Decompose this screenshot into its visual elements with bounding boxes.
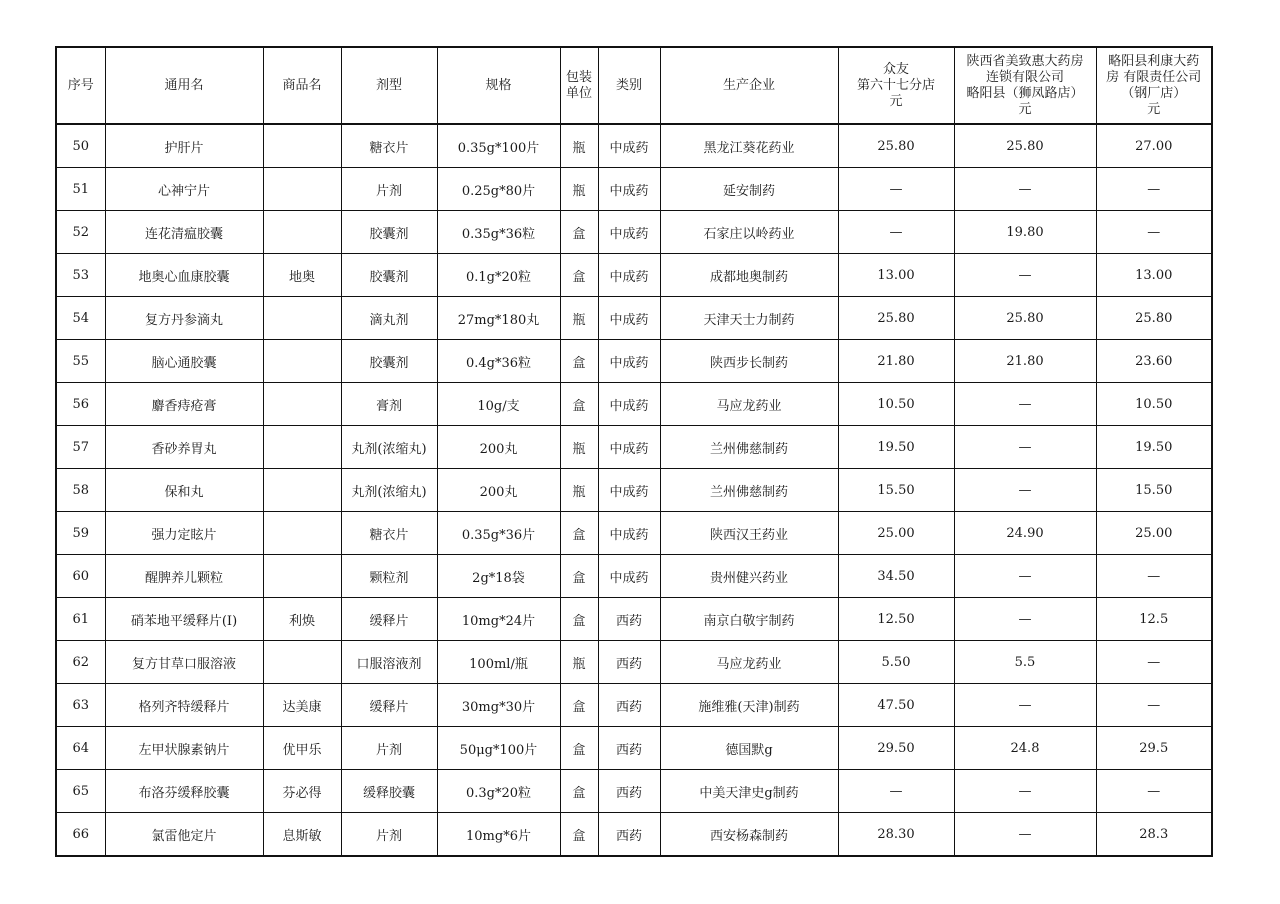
col-price-store-2-cell: — [954,254,1096,297]
col-brand-name-cell: 优甲乐 [263,727,341,770]
col-dosage-form-cell: 片剂 [341,168,437,211]
col-manufacturer-cell: 西安杨森制药 [660,813,838,857]
col-brand-name-cell [263,426,341,469]
col-price-store-2-cell: — [954,168,1096,211]
col-generic-name-cell: 地奥心血康胶囊 [105,254,263,297]
col-price-store-3-cell: 27.00 [1096,124,1212,168]
table-row [56,211,1212,254]
header-line: 略阳县利康大药 [1108,53,1200,69]
col-index-cell: 59 [56,512,105,555]
col-dosage-form-cell: 口服溶液剂 [341,641,437,684]
col-price-store-1-cell: 15.50 [838,469,954,512]
col-price-store-2-header [954,47,1096,124]
col-dosage-form-cell: 糖衣片 [341,512,437,555]
col-price-store-2-cell: — [954,426,1096,469]
col-price-store-2-cell: — [954,598,1096,641]
col-index-cell: 65 [56,770,105,813]
col-index-cell: 66 [56,813,105,857]
col-index-cell: 64 [56,727,105,770]
col-manufacturer-cell: 德国默g [660,727,838,770]
col-manufacturer-cell: 陕西步长制药 [660,340,838,383]
col-price-store-1-cell: 12.50 [838,598,954,641]
col-dosage-form-cell: 丸剂(浓缩丸) [341,469,437,512]
col-generic-name-cell: 保和丸 [105,469,263,512]
col-package-unit-cell: 盒 [560,254,598,297]
header-line: 第六十七分店 [856,77,935,93]
col-specification-cell: 30mg*30片 [437,684,560,727]
header-line: 生产企业 [722,77,775,93]
col-package-unit-header [560,47,598,124]
col-package-unit-cell: 盒 [560,598,598,641]
header-line: 陕西省美致惠大药房 [966,53,1084,69]
header-line: （钢厂店） [1121,85,1187,101]
col-index-cell: 52 [56,211,105,254]
table-row [56,770,1212,813]
col-category-cell: 西药 [598,598,660,641]
col-manufacturer-cell: 陕西汉王药业 [660,512,838,555]
col-price-store-3-cell: 29.5 [1096,727,1212,770]
header-line: 商品名 [282,77,322,93]
table-body [56,124,1212,856]
col-price-store-3-cell: — [1096,168,1212,211]
col-specification-cell: 200丸 [437,426,560,469]
col-specification-cell: 10mg*24片 [437,598,560,641]
col-brand-name-header [263,47,341,124]
col-price-store-1-header [838,47,954,124]
col-price-store-1-cell: 21.80 [838,340,954,383]
col-generic-name-header [105,47,263,124]
col-brand-name-cell [263,211,341,254]
col-brand-name-cell [263,297,341,340]
col-price-store-1-cell: 29.50 [838,727,954,770]
table-row [56,598,1212,641]
table-row [56,254,1212,297]
col-package-unit-cell: 盒 [560,512,598,555]
col-manufacturer-cell: 兰州佛慈制药 [660,426,838,469]
col-package-unit-cell: 盒 [560,684,598,727]
col-price-store-2-cell: 25.80 [954,297,1096,340]
col-price-store-1-cell: 5.50 [838,641,954,684]
col-manufacturer-cell: 天津天士力制药 [660,297,838,340]
col-category-cell: 西药 [598,813,660,857]
col-brand-name-cell [263,383,341,426]
col-price-store-2-cell: — [954,770,1096,813]
col-price-store-1-cell: — [838,168,954,211]
col-category-cell: 西药 [598,727,660,770]
col-specification-cell: 0.4g*36粒 [437,340,560,383]
col-price-store-3-cell: 25.00 [1096,512,1212,555]
col-specification-cell: 0.1g*20粒 [437,254,560,297]
col-manufacturer-header [660,47,838,124]
col-price-store-1-cell: 28.30 [838,813,954,857]
col-price-store-1-cell: 34.50 [838,555,954,598]
col-brand-name-cell: 地奥 [263,254,341,297]
col-package-unit-cell: 瓶 [560,297,598,340]
col-generic-name-cell: 连花清瘟胶囊 [105,211,263,254]
table-row [56,641,1212,684]
header-line: 房 有限责任公司 [1106,69,1202,85]
header-line: 元 [1147,101,1161,117]
col-price-store-2-cell: — [954,684,1096,727]
col-brand-name-cell [263,168,341,211]
col-price-store-3-cell: 12.5 [1096,598,1212,641]
col-specification-cell: 10mg*6片 [437,813,560,857]
header-line: 众友 [882,61,909,77]
col-category-cell: 中成药 [598,254,660,297]
col-dosage-form-cell: 胶囊剂 [341,254,437,297]
col-generic-name-cell: 复方丹参滴丸 [105,297,263,340]
col-manufacturer-cell: 延安制药 [660,168,838,211]
col-dosage-form-header [341,47,437,124]
col-dosage-form-cell: 缓释片 [341,684,437,727]
col-generic-name-cell: 麝香痔疮膏 [105,383,263,426]
col-category-cell: 中成药 [598,555,660,598]
col-price-store-2-cell: 24.8 [954,727,1096,770]
col-category-cell: 中成药 [598,168,660,211]
col-manufacturer-cell: 中美天津史g制药 [660,770,838,813]
table-header-row [56,47,1212,124]
col-price-store-3-cell: 23.60 [1096,340,1212,383]
col-package-unit-cell: 盒 [560,813,598,857]
col-price-store-3-cell: 15.50 [1096,469,1212,512]
col-brand-name-cell [263,512,341,555]
col-price-store-1-cell: — [838,770,954,813]
col-category-cell: 西药 [598,684,660,727]
col-category-cell: 中成药 [598,469,660,512]
header-line: 规格 [485,77,512,93]
col-manufacturer-cell: 成都地奥制药 [660,254,838,297]
header-line: 略阳县（狮凤路店） [966,85,1084,101]
col-index-cell: 51 [56,168,105,211]
col-category-header [598,47,660,124]
col-category-cell: 中成药 [598,124,660,168]
col-dosage-form-cell: 片剂 [341,727,437,770]
col-specification-cell: 0.35g*100片 [437,124,560,168]
col-generic-name-cell: 心神宁片 [105,168,263,211]
table-row [56,555,1212,598]
col-specification-cell: 27mg*180丸 [437,297,560,340]
table-row [56,340,1212,383]
col-dosage-form-cell: 糖衣片 [341,124,437,168]
col-specification-cell: 200丸 [437,469,560,512]
table-row [56,297,1212,340]
col-price-store-2-cell: 5.5 [954,641,1096,684]
col-generic-name-cell: 醒脾养儿颗粒 [105,555,263,598]
col-dosage-form-cell: 膏剂 [341,383,437,426]
col-manufacturer-cell: 南京白敬宇制药 [660,598,838,641]
col-index-cell: 61 [56,598,105,641]
col-generic-name-cell: 强力定眩片 [105,512,263,555]
col-generic-name-cell: 香砂养胃丸 [105,426,263,469]
col-manufacturer-cell: 兰州佛慈制药 [660,469,838,512]
table-row [56,512,1212,555]
header-line: 单位 [565,85,592,101]
col-category-cell: 中成药 [598,426,660,469]
header-line: 连锁有限公司 [985,69,1064,85]
header-line: 通用名 [164,77,204,93]
col-price-store-3-cell: 19.50 [1096,426,1212,469]
col-category-cell: 中成药 [598,297,660,340]
header-line: 元 [889,93,903,109]
col-generic-name-cell: 氯雷他定片 [105,813,263,857]
col-generic-name-cell: 布洛芬缓释胶囊 [105,770,263,813]
col-category-cell: 中成药 [598,512,660,555]
col-price-store-3-cell: 28.3 [1096,813,1212,857]
col-index-cell: 57 [56,426,105,469]
table-row [56,469,1212,512]
col-price-store-1-cell: 10.50 [838,383,954,426]
col-price-store-2-cell: — [954,383,1096,426]
col-price-store-2-cell: 24.90 [954,512,1096,555]
col-brand-name-cell [263,340,341,383]
col-index-cell: 58 [56,469,105,512]
col-generic-name-cell: 硝苯地平缓释片(Ⅰ) [105,598,263,641]
col-package-unit-cell: 瓶 [560,168,598,211]
col-package-unit-cell: 瓶 [560,124,598,168]
col-brand-name-cell: 芬必得 [263,770,341,813]
col-specification-cell: 0.25g*80片 [437,168,560,211]
col-dosage-form-cell: 胶囊剂 [341,211,437,254]
header-line: 序号 [67,77,94,93]
col-specification-cell: 0.3g*20粒 [437,770,560,813]
col-specification-cell: 2g*18袋 [437,555,560,598]
col-price-store-1-cell: 25.80 [838,124,954,168]
col-price-store-2-cell: — [954,555,1096,598]
col-price-store-2-cell: 25.80 [954,124,1096,168]
col-price-store-2-cell: 19.80 [954,211,1096,254]
price-comparison-table [55,46,1213,857]
col-manufacturer-cell: 马应龙药业 [660,641,838,684]
col-specification-cell: 0.35g*36粒 [437,211,560,254]
col-price-store-3-cell: 13.00 [1096,254,1212,297]
table-row [56,426,1212,469]
col-category-cell: 中成药 [598,383,660,426]
col-specification-cell: 0.35g*36片 [437,512,560,555]
header-line: 类别 [615,77,642,93]
col-index-cell: 54 [56,297,105,340]
col-manufacturer-cell: 贵州健兴药业 [660,555,838,598]
col-category-cell: 西药 [598,641,660,684]
col-dosage-form-cell: 丸剂(浓缩丸) [341,426,437,469]
col-price-store-3-header [1096,47,1212,124]
col-category-cell: 中成药 [598,211,660,254]
col-index-cell: 53 [56,254,105,297]
col-dosage-form-cell: 缓释片 [341,598,437,641]
header-line: 包装 [565,69,592,85]
col-manufacturer-cell: 石家庄以岭药业 [660,211,838,254]
table-row [56,813,1212,857]
col-dosage-form-cell: 胶囊剂 [341,340,437,383]
col-manufacturer-cell: 黑龙江葵花药业 [660,124,838,168]
col-price-store-1-cell: — [838,211,954,254]
col-dosage-form-cell: 缓释胶囊 [341,770,437,813]
col-price-store-1-cell: 19.50 [838,426,954,469]
table-row [56,124,1212,168]
col-category-cell: 中成药 [598,340,660,383]
col-specification-cell: 100ml/瓶 [437,641,560,684]
col-specification-cell: 50μg*100片 [437,727,560,770]
col-brand-name-cell [263,641,341,684]
header-line: 剂型 [375,77,402,93]
col-index-cell: 63 [56,684,105,727]
col-price-store-2-cell: — [954,813,1096,857]
col-brand-name-cell [263,469,341,512]
col-price-store-3-cell: — [1096,641,1212,684]
col-price-store-3-cell: — [1096,684,1212,727]
col-package-unit-cell: 瓶 [560,469,598,512]
col-package-unit-cell: 盒 [560,770,598,813]
col-package-unit-cell: 瓶 [560,426,598,469]
col-price-store-1-cell: 25.00 [838,512,954,555]
header-line: 元 [1018,101,1032,117]
col-index-cell: 55 [56,340,105,383]
col-price-store-3-cell: — [1096,770,1212,813]
col-dosage-form-cell: 滴丸剂 [341,297,437,340]
col-specification-cell: 10g/支 [437,383,560,426]
col-package-unit-cell: 盒 [560,727,598,770]
col-price-store-3-cell: — [1096,555,1212,598]
col-price-store-3-cell: — [1096,211,1212,254]
col-generic-name-cell: 护肝片 [105,124,263,168]
col-specification-header [437,47,560,124]
col-price-store-1-cell: 25.80 [838,297,954,340]
col-price-store-3-cell: 25.80 [1096,297,1212,340]
col-package-unit-cell: 盒 [560,383,598,426]
col-package-unit-cell: 盒 [560,555,598,598]
col-index-cell: 50 [56,124,105,168]
col-manufacturer-cell: 施维雅(天津)制药 [660,684,838,727]
col-generic-name-cell: 格列齐特缓释片 [105,684,263,727]
col-package-unit-cell: 瓶 [560,641,598,684]
col-price-store-2-cell: — [954,469,1096,512]
col-manufacturer-cell: 马应龙药业 [660,383,838,426]
col-index-cell: 56 [56,383,105,426]
col-generic-name-cell: 复方甘草口服溶液 [105,641,263,684]
col-brand-name-cell: 利焕 [263,598,341,641]
col-dosage-form-cell: 颗粒剂 [341,555,437,598]
table-row [56,684,1212,727]
col-brand-name-cell: 达美康 [263,684,341,727]
col-package-unit-cell: 盒 [560,211,598,254]
col-price-store-1-cell: 47.50 [838,684,954,727]
col-price-store-1-cell: 13.00 [838,254,954,297]
col-price-store-3-cell: 10.50 [1096,383,1212,426]
col-category-cell: 西药 [598,770,660,813]
col-package-unit-cell: 盒 [560,340,598,383]
col-index-cell: 60 [56,555,105,598]
col-generic-name-cell: 左甲状腺素钠片 [105,727,263,770]
col-generic-name-cell: 脑心通胶囊 [105,340,263,383]
col-brand-name-cell [263,555,341,598]
col-dosage-form-cell: 片剂 [341,813,437,857]
table-row [56,727,1212,770]
col-price-store-2-cell: 21.80 [954,340,1096,383]
col-index-cell: 62 [56,641,105,684]
table-row [56,168,1212,211]
col-brand-name-cell: 息斯敏 [263,813,341,857]
col-index-header [56,47,105,124]
col-brand-name-cell [263,124,341,168]
table-row [56,383,1212,426]
